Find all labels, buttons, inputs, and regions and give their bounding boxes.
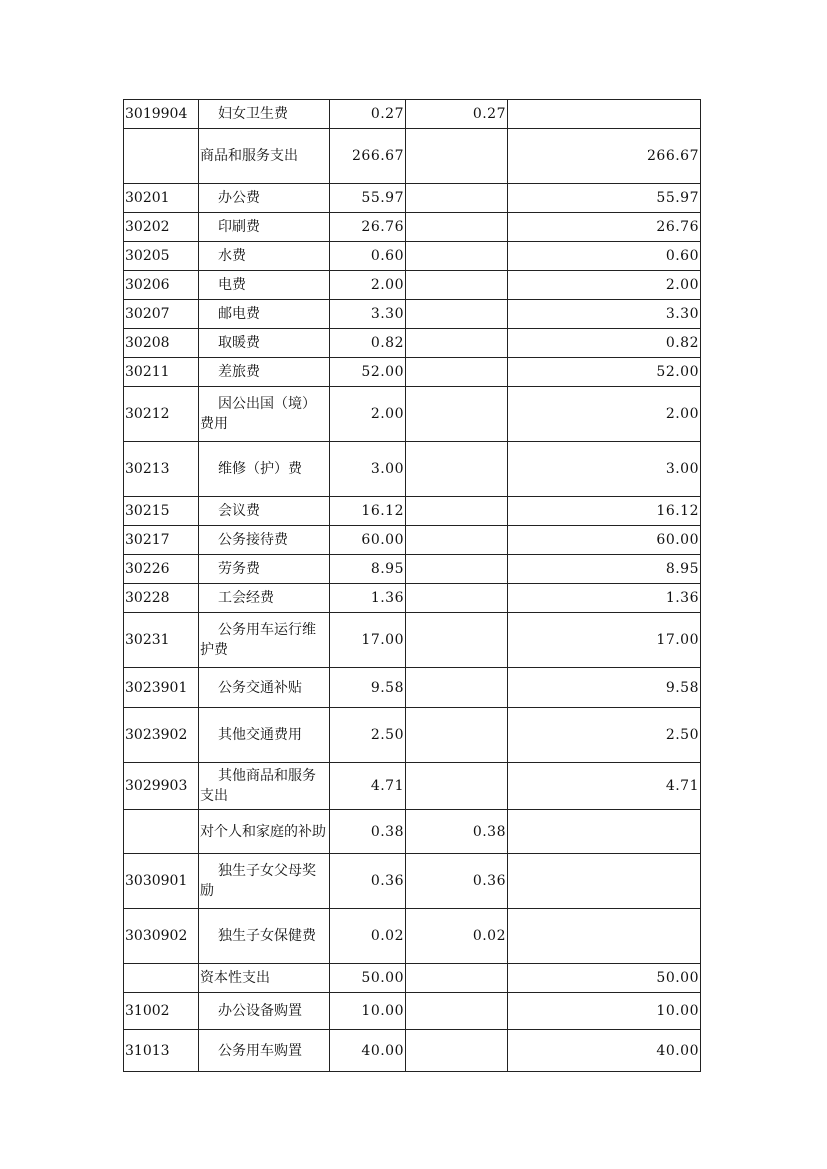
cell-basic-expenditure: 0.27	[406, 100, 508, 129]
cell-code: 3019904	[124, 100, 199, 129]
cell-total: 17.00	[330, 613, 406, 668]
cell-basic-expenditure: 0.36	[406, 854, 508, 909]
cell-total: 52.00	[330, 358, 406, 387]
cell-basic-expenditure	[406, 526, 508, 555]
cell-project-expenditure	[508, 100, 701, 129]
cell-basic-expenditure	[406, 964, 508, 993]
cell-basic-expenditure	[406, 387, 508, 442]
cell-code	[124, 129, 199, 184]
cell-code: 30213	[124, 442, 199, 497]
table-row	[124, 854, 701, 909]
cell-total: 40.00	[330, 1030, 406, 1072]
cell-code: 3030901	[124, 854, 199, 909]
cell-code: 30226	[124, 555, 199, 584]
budget-expenditure-table	[123, 99, 701, 1072]
cell-total: 26.76	[330, 213, 406, 242]
cell-code: 30205	[124, 242, 199, 271]
cell-total: 3.00	[330, 442, 406, 497]
cell-basic-expenditure	[406, 1030, 508, 1072]
cell-project-expenditure	[508, 909, 701, 964]
table-row	[124, 555, 701, 584]
cell-basic-expenditure	[406, 555, 508, 584]
table-row	[124, 442, 701, 497]
cell-code: 31013	[124, 1030, 199, 1072]
cell-basic-expenditure	[406, 668, 508, 708]
cell-basic-expenditure	[406, 442, 508, 497]
cell-code: 3023902	[124, 708, 199, 763]
table-row	[124, 242, 701, 271]
cell-item-name: 取暖费	[199, 329, 330, 358]
cell-item-name: 印刷费	[199, 213, 330, 242]
cell-project-expenditure: 9.58	[508, 668, 701, 708]
cell-item-name: 妇女卫生费	[199, 100, 330, 129]
cell-item-name: 邮电费	[199, 300, 330, 329]
cell-total: 3.30	[330, 300, 406, 329]
cell-code: 3023901	[124, 668, 199, 708]
cell-total: 8.95	[330, 555, 406, 584]
table-row	[124, 810, 701, 854]
cell-project-expenditure: 2.50	[508, 708, 701, 763]
cell-item-name: 公务交通补贴	[199, 668, 330, 708]
cell-code: 30228	[124, 584, 199, 613]
cell-project-expenditure: 50.00	[508, 964, 701, 993]
cell-project-expenditure: 40.00	[508, 1030, 701, 1072]
cell-item-name: 公务用车购置	[199, 1030, 330, 1072]
table-row	[124, 300, 701, 329]
cell-item-name: 差旅费	[199, 358, 330, 387]
cell-total: 16.12	[330, 497, 406, 526]
cell-total: 2.00	[330, 271, 406, 300]
cell-item-name: 办公设备购置	[199, 993, 330, 1030]
cell-code: 30217	[124, 526, 199, 555]
cell-project-expenditure: 17.00	[508, 613, 701, 668]
cell-basic-expenditure	[406, 129, 508, 184]
cell-code	[124, 810, 199, 854]
cell-basic-expenditure	[406, 708, 508, 763]
table-row	[124, 708, 701, 763]
cell-total: 0.27	[330, 100, 406, 129]
cell-project-expenditure: 10.00	[508, 993, 701, 1030]
cell-total: 50.00	[330, 964, 406, 993]
cell-code: 3030902	[124, 909, 199, 964]
table-row	[124, 213, 701, 242]
cell-item-name: 资本性支出	[199, 964, 330, 993]
cell-code: 31002	[124, 993, 199, 1030]
cell-total: 4.71	[330, 763, 406, 810]
table-row	[124, 613, 701, 668]
cell-total: 9.58	[330, 668, 406, 708]
table-row	[124, 964, 701, 993]
cell-basic-expenditure: 0.38	[406, 810, 508, 854]
table-row	[124, 993, 701, 1030]
table-row	[124, 668, 701, 708]
cell-basic-expenditure	[406, 300, 508, 329]
cell-item-name: 独生子女保健费	[199, 909, 330, 964]
cell-total: 60.00	[330, 526, 406, 555]
table-row	[124, 358, 701, 387]
cell-item-name: 劳务费	[199, 555, 330, 584]
cell-project-expenditure: 55.97	[508, 184, 701, 213]
cell-item-name: 会议费	[199, 497, 330, 526]
table-row	[124, 387, 701, 442]
cell-item-name: 办公费	[199, 184, 330, 213]
cell-item-name: 维修（护）费	[199, 442, 330, 497]
cell-total: 2.50	[330, 708, 406, 763]
cell-item-name: 水费	[199, 242, 330, 271]
table-row	[124, 329, 701, 358]
cell-basic-expenditure	[406, 613, 508, 668]
cell-code: 30215	[124, 497, 199, 526]
cell-project-expenditure: 52.00	[508, 358, 701, 387]
cell-basic-expenditure	[406, 497, 508, 526]
cell-project-expenditure: 4.71	[508, 763, 701, 810]
cell-total: 0.60	[330, 242, 406, 271]
cell-project-expenditure: 16.12	[508, 497, 701, 526]
cell-code: 30212	[124, 387, 199, 442]
cell-project-expenditure: 60.00	[508, 526, 701, 555]
cell-total: 266.67	[330, 129, 406, 184]
cell-item-name: 商品和服务支出	[199, 129, 330, 184]
table-row	[124, 526, 701, 555]
cell-code: 30206	[124, 271, 199, 300]
cell-basic-expenditure	[406, 358, 508, 387]
cell-code: 30207	[124, 300, 199, 329]
cell-basic-expenditure	[406, 271, 508, 300]
cell-total: 10.00	[330, 993, 406, 1030]
cell-basic-expenditure	[406, 763, 508, 810]
cell-project-expenditure: 0.60	[508, 242, 701, 271]
cell-project-expenditure: 2.00	[508, 271, 701, 300]
table-row	[124, 100, 701, 129]
cell-item-name: 因公出国（境）费用	[199, 387, 330, 442]
table-row	[124, 497, 701, 526]
cell-item-name: 公务用车运行维护费	[199, 613, 330, 668]
cell-code: 3029903	[124, 763, 199, 810]
cell-project-expenditure	[508, 854, 701, 909]
cell-project-expenditure: 8.95	[508, 555, 701, 584]
table-row	[124, 763, 701, 810]
cell-total: 2.00	[330, 387, 406, 442]
cell-total: 55.97	[330, 184, 406, 213]
cell-item-name: 对个人和家庭的补助	[199, 810, 330, 854]
cell-project-expenditure: 266.67	[508, 129, 701, 184]
cell-basic-expenditure: 0.02	[406, 909, 508, 964]
cell-code: 30202	[124, 213, 199, 242]
cell-project-expenditure: 3.30	[508, 300, 701, 329]
cell-total: 0.38	[330, 810, 406, 854]
cell-basic-expenditure	[406, 213, 508, 242]
cell-code: 30201	[124, 184, 199, 213]
cell-basic-expenditure	[406, 242, 508, 271]
cell-total: 1.36	[330, 584, 406, 613]
cell-item-name: 独生子女父母奖励	[199, 854, 330, 909]
cell-project-expenditure: 3.00	[508, 442, 701, 497]
cell-basic-expenditure	[406, 584, 508, 613]
cell-basic-expenditure	[406, 184, 508, 213]
cell-code: 30231	[124, 613, 199, 668]
table-row	[124, 271, 701, 300]
cell-item-name: 公务接待费	[199, 526, 330, 555]
cell-item-name: 电费	[199, 271, 330, 300]
cell-code	[124, 964, 199, 993]
cell-code: 30211	[124, 358, 199, 387]
table-body	[124, 100, 701, 1072]
table-row	[124, 1030, 701, 1072]
cell-project-expenditure: 26.76	[508, 213, 701, 242]
cell-item-name: 工会经费	[199, 584, 330, 613]
cell-total: 0.82	[330, 329, 406, 358]
cell-project-expenditure: 1.36	[508, 584, 701, 613]
cell-basic-expenditure	[406, 329, 508, 358]
cell-total: 0.36	[330, 854, 406, 909]
table-row	[124, 909, 701, 964]
cell-item-name: 其他商品和服务支出	[199, 763, 330, 810]
cell-project-expenditure: 0.82	[508, 329, 701, 358]
cell-item-name: 其他交通费用	[199, 708, 330, 763]
cell-project-expenditure: 2.00	[508, 387, 701, 442]
table-row	[124, 129, 701, 184]
table-row	[124, 184, 701, 213]
cell-project-expenditure	[508, 810, 701, 854]
cell-total: 0.02	[330, 909, 406, 964]
table-row	[124, 584, 701, 613]
cell-code: 30208	[124, 329, 199, 358]
cell-basic-expenditure	[406, 993, 508, 1030]
